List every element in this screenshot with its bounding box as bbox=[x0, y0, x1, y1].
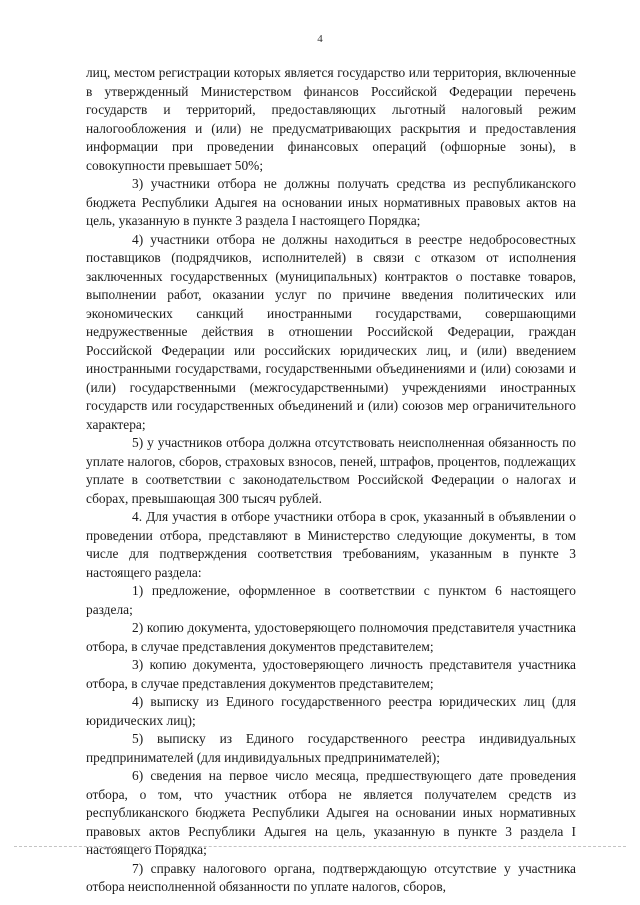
paragraph-item-3: 3) участники отбора не должны получать средства из республиканского бюджета Республики Адыгея на основании иных нормативных правовых актов на цель, указанную в пункте 3 раздела I настоящего Порядка; bbox=[86, 176, 576, 228]
paragraph-doc-6: 6) сведения на первое число месяца, предшествующего дате проведения отбора, о том, что участник отбора не является получателем средств из республиканского бюджета Республики Адыгея на основании иных нормативных правовых актов Республики Адыгея на цель, указанную в пункте 3 раздела I настоящего Порядка; bbox=[86, 768, 576, 857]
paragraph-item-5: 5) у участников отбора должна отсутствовать неисполненная обязанность по уплате налогов, сборов, страховых взносов, пеней, штрафов, процентов, подлежащих уплате в соответствии с законодательством Российской Федерации о налогах и сборах, превышающая 300 тысяч рублей. bbox=[86, 435, 576, 506]
document-body bbox=[86, 64, 576, 897]
paragraph-item-4: 4) участники отбора не должны находиться в реестре недобросовестных поставщиков (подрядчиков, исполнителей) в связи с отказом от исполнения заключенных государственных (муниципальных) контрактов о поставке товаров, выполнении работ, оказании услуг по причине введения политических или экономических санкций иностранными государствами, совершающими недружественные действия в отношении Российской Федерации, граждан Российской Федерации или российских юридических лиц, и (или) введением иностранными государствами, государственными объединениями и (или) союзами и (или) государственными (межгосударственными) учреждениями иностранных государств или государственных объединений и (или) союзов мер ограничительного характера; bbox=[86, 231, 576, 432]
bottom-divider bbox=[14, 846, 626, 847]
paragraph-section-4: 4. Для участия в отборе участники отбора в срок, указанный в объявлении о проведении отбора, представляют в Министерство следующие документы, в том числе для подтверждения соответствия требованиям, указанным в пункте 3 настоящего раздела: bbox=[86, 509, 576, 580]
page-number: 4 bbox=[317, 33, 323, 45]
paragraph-doc-5: 5) выписку из Единого государственного реестра индивидуальных предпринимателей (для индивидуальных предпринимателей); bbox=[86, 731, 576, 765]
paragraph-doc-2: 2) копию документа, удостоверяющего полномочия представителя участника отбора, в случае представления документов представителем; bbox=[86, 620, 576, 654]
paragraph-doc-1: 1) предложение, оформленное в соответствии с пунктом 6 настоящего раздела; bbox=[86, 583, 576, 617]
paragraph-doc-4: 4) выписку из Единого государственного реестра юридических лиц (для юридических лиц); bbox=[86, 694, 576, 728]
paragraph-doc-3: 3) копию документа, удостоверяющего личность представителя участника отбора, в случае представления документов представителем; bbox=[86, 657, 576, 691]
paragraph-doc-7: 7) справку налогового органа, подтверждающую отсутствие у участника отбора неисполненной обязанности по уплате налогов, сборов, bbox=[86, 860, 576, 894]
paragraph-continuation: лиц, местом регистрации которых является государство или территория, включенные в утвержденный Министерством финансов Российской Федерации перечень государств и территорий, предоставляющих льготный налоговый режим налогообложения и (или) не предусматривающих раскрытия и предоставления информации при проведении финансовых операций (офшорные зоны), в совокупности превышает 50%; bbox=[86, 65, 576, 173]
